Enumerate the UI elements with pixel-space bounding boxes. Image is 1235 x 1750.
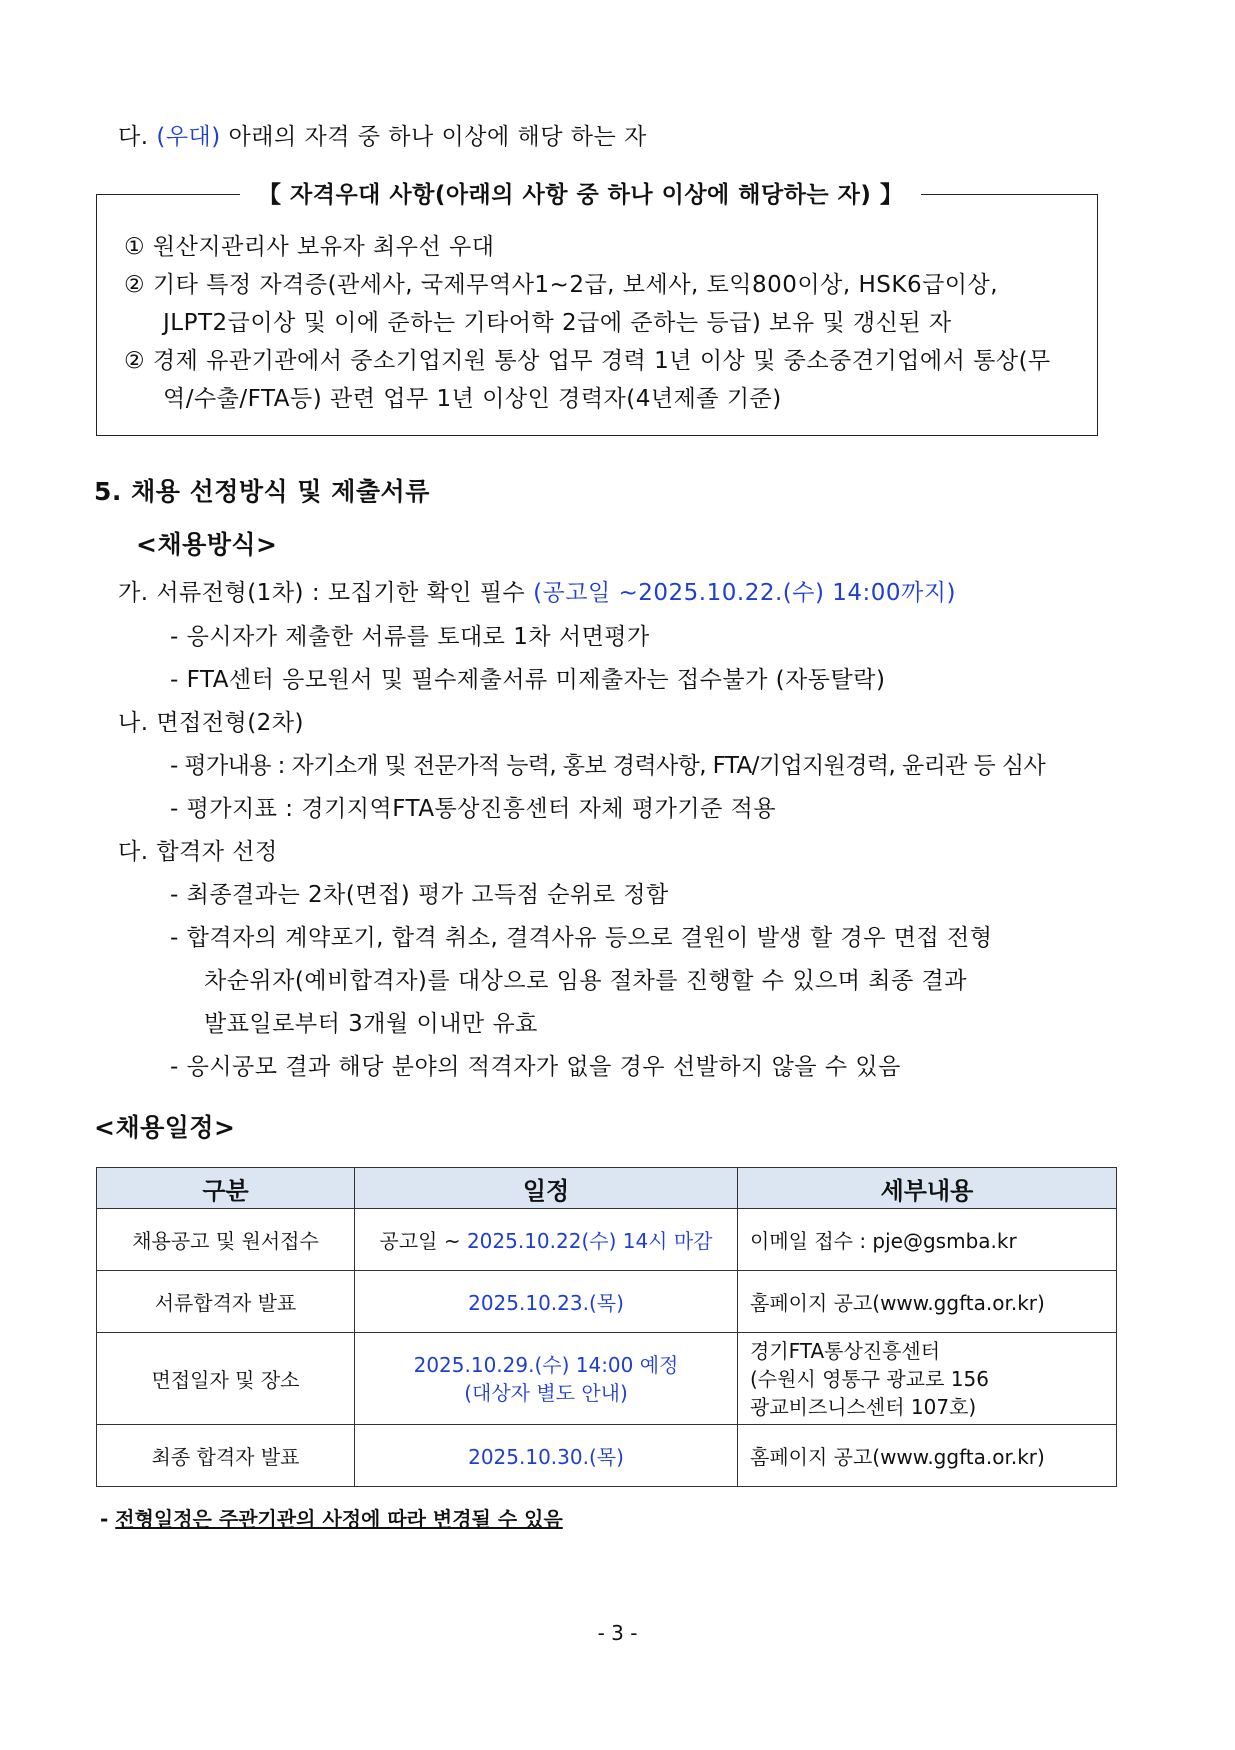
- date-cell: 2025.10.23.(목): [355, 1271, 738, 1333]
- list-item-continued: 차순위자(예비합격자)를 대상으로 임용 절차를 진행할 수 있으며 최종 결과: [204, 968, 967, 994]
- detail-cell: [738, 1333, 1117, 1425]
- table-row: [97, 1425, 1117, 1487]
- note-text: 전형일정은 주관기관의 사정에 따라 변경될 수 있음: [115, 1507, 563, 1531]
- column-header: 구분: [97, 1168, 355, 1209]
- schedule-table: [96, 1167, 1117, 1487]
- list-item: - 응시공모 결과 해당 분야의 적격자가 없을 경우 선발하지 않을 수 있음: [170, 1054, 901, 1080]
- table-row: [97, 1333, 1117, 1425]
- date-value: 2025.10.22(수) 14시 마감: [466, 1229, 713, 1253]
- document-deadline: (공고일 ~2025.10.22.(수) 14:00까지): [533, 580, 956, 606]
- qual-item: ② 경제 유관기관에서 중소기업지원 통상 업무 경력 1년 이상 및 중소중견기업에서 통상(무: [124, 348, 1051, 374]
- date-cell: [355, 1209, 738, 1271]
- table-row: [97, 1209, 1117, 1271]
- date-cell: [355, 1333, 738, 1425]
- selection-label: 다. 합격자 선정: [118, 839, 278, 865]
- note-dash: -: [100, 1507, 116, 1531]
- document-screening-line: [118, 578, 956, 608]
- date-cell: 2025.10.30.(목): [355, 1425, 738, 1487]
- section-heading: 5. 채용 선정방식 및 제출서류: [94, 477, 430, 506]
- qual-item: ① 원산지관리사 보유자 최우선 우대: [124, 234, 495, 260]
- qual-item-continued: 역/수출/FTA등) 관련 업무 1년 이상인 경력자(4년제졸 기준): [163, 386, 782, 412]
- preferred-tag: (우대): [156, 124, 221, 150]
- column-header: 세부내용: [738, 1168, 1117, 1209]
- qualify-intro: [118, 122, 647, 152]
- list-item: - FTA센터 응모원서 및 필수제출서류 미제출자는 접수불가 (자동탈락): [170, 667, 886, 693]
- detail-cell: 홈페이지 공고(www.ggfta.or.kr): [738, 1271, 1117, 1333]
- list-item: - 최종결과는 2차(면접) 평가 고득점 순위로 정함: [170, 882, 669, 908]
- method-title: <채용방식>: [136, 530, 278, 559]
- qual-item-continued: JLPT2급이상 및 이에 준하는 기타어학 2급에 준하는 등급) 보유 및 갱신된 자: [163, 310, 952, 336]
- category-cell: 최종 합격자 발표: [97, 1425, 355, 1487]
- qual-item: ② 기타 특정 자격증(관세사, 국제무역사1~2급, 보세사, 토익800이상, HSK6급이상,: [124, 272, 999, 298]
- detail-cell: 홈페이지 공고(www.ggfta.or.kr): [738, 1425, 1117, 1487]
- qualify-text: 아래의 자격 중 하나 이상에 해당 하는 자: [228, 124, 647, 150]
- detail-line: 광교비즈니스센터 107호): [750, 1394, 977, 1419]
- list-item: - 응시자가 제출한 서류를 토대로 1차 서면평가: [170, 624, 650, 650]
- interview-label: 나. 면접전형(2차): [118, 710, 305, 736]
- date-prefix: 공고일 ~: [379, 1229, 467, 1253]
- table-header-row: [97, 1168, 1117, 1209]
- page-number: - 3 -: [597, 1621, 638, 1645]
- date-note: (대상자 별도 안내): [464, 1380, 628, 1405]
- detail-line: 경기FTA통상진흥센터: [750, 1338, 941, 1363]
- category-cell: 면접일자 및 장소: [97, 1333, 355, 1425]
- date-value: 2025.10.29.(수) 14:00 예정: [413, 1352, 679, 1377]
- table-row: [97, 1271, 1117, 1333]
- qualification-box-title: 【 자격우대 사항(아래의 사항 중 하나 이상에 해당하는 자) 】: [240, 178, 921, 212]
- detail-cell: 이메일 접수 : pje@gsmba.kr: [738, 1209, 1117, 1271]
- list-item: - 합격자의 계약포기, 합격 취소, 결격사유 등으로 결원이 발생 할 경우 면접 전형: [170, 925, 993, 951]
- category-cell: 채용공고 및 원서접수: [97, 1209, 355, 1271]
- qualify-marker: 다.: [118, 124, 149, 150]
- document-screening-label: 가. 서류전형(1차) : 모집기한 확인 필수: [118, 580, 526, 606]
- list-item: - 평가내용 : 자기소개 및 전문가적 능력, 홍보 경력사항, FTA/기업지원경력, 윤리관 등 심사: [170, 753, 1046, 779]
- schedule-title: <채용일정>: [94, 1113, 236, 1142]
- list-item: - 평가지표 : 경기지역FTA통상진흥센터 자체 평가기준 적용: [170, 796, 777, 822]
- detail-line: (수원시 영통구 광교로 156: [750, 1366, 989, 1391]
- list-item-continued: 발표일로부터 3개월 이내만 유효: [204, 1011, 538, 1037]
- schedule-change-note: [100, 1505, 563, 1533]
- column-header: 일정: [355, 1168, 738, 1209]
- category-cell: 서류합격자 발표: [97, 1271, 355, 1333]
